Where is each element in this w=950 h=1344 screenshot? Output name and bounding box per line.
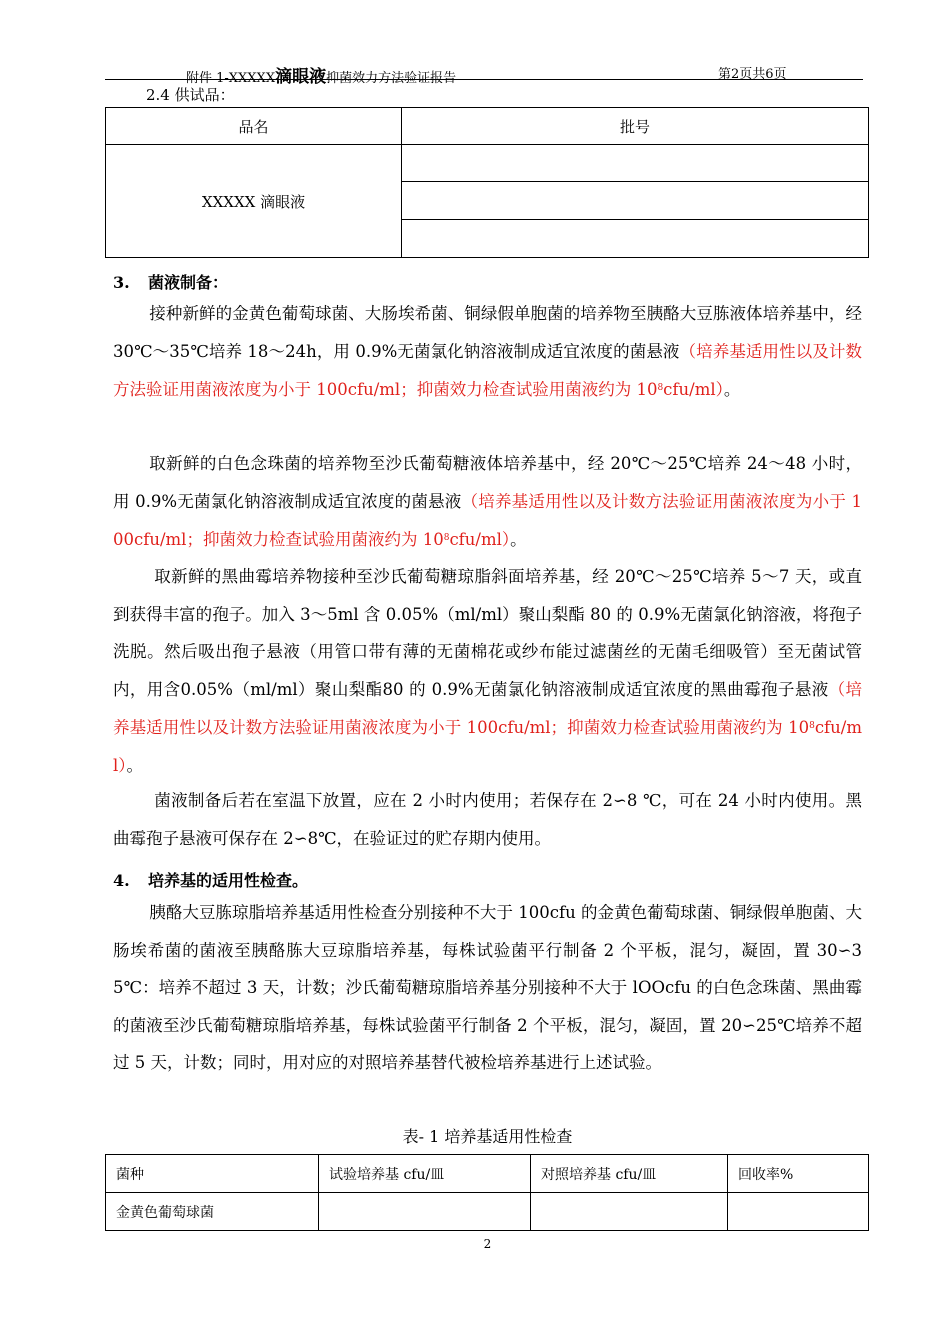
header-prefix: 附件 1-XXXXX [186, 71, 276, 86]
col-header-batch: 批号 [402, 108, 869, 145]
table-caption: 表- 1 培养基适用性检查 [402, 1127, 573, 1146]
th-strain: 菌种 [106, 1155, 319, 1193]
section-4-heading [113, 868, 308, 891]
p3-end: 。 [126, 755, 144, 775]
batch-cell-2 [402, 182, 869, 220]
p3-note-a: （培养基适用性以及计数方法验证用菌液浓度为小于 100cfu/ml；抑菌效力检查试验用菌液约为 10 [113, 679, 862, 737]
section-3-paragraph-1 [113, 295, 862, 409]
section-4-title: 培养基的适用性检查。 [148, 871, 309, 890]
p1-text: 接种新鲜的金黄色葡萄球菌、大肠埃希菌、铜绿假单胞菌的培养物至胰酪大豆胨液体培养基中，经 30℃～35℃培养 18～24h，用 0.9%无菌氯化钠溶液制成适宜浓度的菌悬液 [113, 304, 862, 361]
p2-end: 。 [510, 530, 527, 549]
cell-control [531, 1193, 728, 1231]
cell-test [319, 1193, 531, 1231]
th-control-medium: 对照培养基 cfu/皿 [531, 1155, 728, 1193]
header-divider [105, 79, 863, 80]
p3-note-b: cfu/ml） [113, 718, 862, 775]
section-3-title: 菌液制备： [148, 273, 229, 292]
th-test-medium: 试验培养基 cfu/皿 [319, 1155, 531, 1193]
batch-cell-3 [402, 220, 869, 258]
p1-note-a: （培养基适用性以及计数方法验证用菌液浓度为小于 100cfu/ml；抑菌效力检查试验用菌液约为 10 [113, 341, 862, 399]
section-3-paragraph-2 [113, 445, 862, 559]
section-3-paragraph-3 [113, 558, 862, 784]
section-3-number: 3. [113, 273, 130, 292]
p1-note-b: cfu/ml） [663, 380, 724, 399]
section-3-paragraph-4: 菌液制备后若在室温下放置，应在 2 小时内使用；若保存在 2∽8 ℃，可在 24 小时内使用。黑曲霉孢子悬液可保存在 2∽8℃，在验证过的贮存期内使用。 [113, 791, 862, 848]
batch-cell-1 [402, 145, 869, 182]
header-suffix: 抑菌效力方法验证报告 [326, 71, 457, 86]
p2-note-b: cfu/ml） [449, 530, 511, 549]
p3-text: 取新鲜的黑曲霉培养物接种至沙氏葡萄糖琼脂斜面培养基，经 20℃～25℃培养 5～7 天，或直到获得丰富的孢子。加入 3～5ml 含 0.05%（ml/ml）聚山梨酯 80 的 0.9%无菌氯化钠溶液，将孢子洗脱。然后吸出孢子悬液（用管口带有薄的无菌棉花或纱布能过滤菌丝的无菌毛细吸管）至无菌试管内，用含0.05%（ml/ml）聚山梨酯80 的 0.9%无菌氯化钠溶液制成适宜浓度的黑曲霉孢子悬液 [113, 567, 862, 699]
medium-suitability-table [105, 1154, 869, 1231]
product-name-cell: XXXXX 滴眼液 [106, 145, 402, 258]
cell-recovery [728, 1193, 869, 1231]
p2-note-sup: 8 [443, 533, 450, 543]
p3-note-sup: 8 [809, 721, 815, 731]
p1-note-sup: 8 [657, 383, 664, 393]
page-number: 2 [483, 1237, 492, 1251]
col-header-name: 品名 [106, 108, 402, 145]
th-recovery: 回收率% [728, 1155, 869, 1193]
p2-note-a: （培养基适用性以及计数方法验证用菌液浓度为小于 100cfu/ml；抑菌效力检查试验用菌液约为 10 [113, 491, 862, 549]
header-product: 滴眼液 [275, 67, 327, 87]
sample-table [105, 107, 869, 258]
p1-end: 。 [723, 380, 741, 399]
header-page-info: 第2页共6页 [718, 67, 787, 82]
section-2-4-title: 2.4 供试品： [146, 86, 235, 104]
cell-strain: 金黄色葡萄球菌 [106, 1193, 319, 1231]
section-4-number: 4. [113, 871, 130, 890]
section-4-paragraph-1: 胰酪大豆胨琼脂培养基适用性检查分别接种不大于 100cfu 的金黄色葡萄球菌、铜绿假单胞菌、大肠埃希菌的菌液至胰酪胨大豆琼脂培养基，每株试验菌平行制备 2 个平板，混匀，凝固，置 30∽35℃：培养不超过 3 天，计数；沙氏葡萄糖琼脂培养基分别接种不大于 lOOcfu 的白色念珠菌、黑曲霉的菌液至沙氏葡萄糖琼脂培养基，每株试验菌平行制备 2 个平板，混匀，凝固，置 20∽25℃培养不超过 5 天，计数；同时，用对应的对照培养基替代被检培养基进行上述试验。 [113, 903, 862, 1072]
section-3-heading [113, 270, 228, 293]
p2-text: 取新鲜的白色念珠菌的培养物至沙氏葡萄糖液体培养基中，经 20℃～25℃培养 24～48 小时，用 0.9%无菌氯化钠溶液制成适宜浓度的菌悬液 [113, 454, 862, 511]
